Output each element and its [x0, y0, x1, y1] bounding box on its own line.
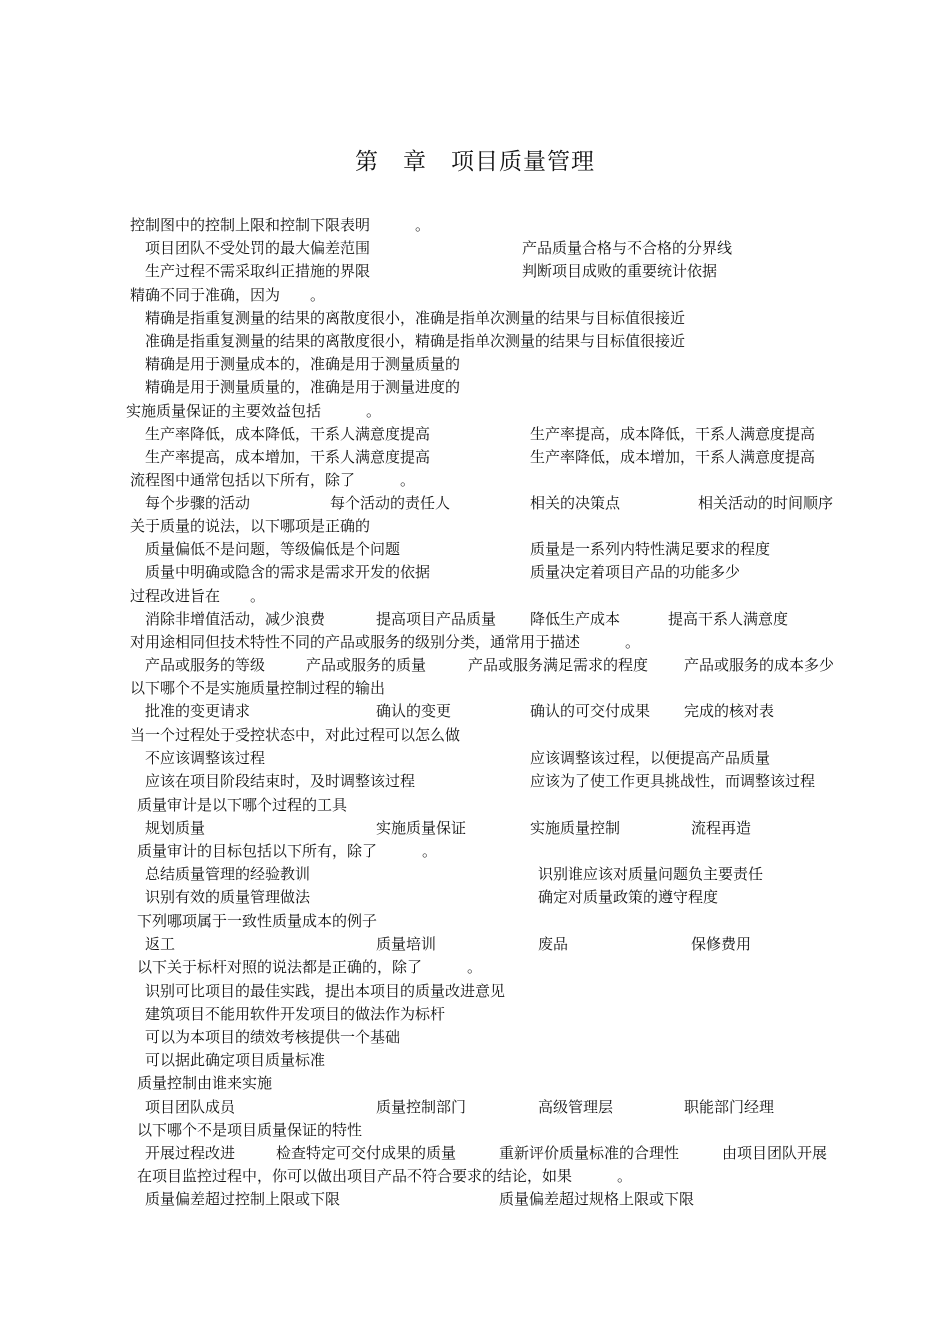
option-row — [0, 1142, 950, 1165]
option-row — [0, 747, 950, 770]
option: 提高干系人满意度 — [668, 610, 789, 628]
option: 质量决定着项目产品的功能多少 — [530, 563, 741, 581]
chapter-title: 第 章 项目质量管理 — [355, 149, 595, 175]
question-stem: 以下哪个不是项目质量保证的特性 — [137, 1121, 363, 1139]
option-row — [0, 492, 950, 515]
option: 相关活动的时间顺序 — [698, 494, 834, 512]
option: 项目团队不受处罚的最大偏差范围 — [145, 239, 371, 257]
option: 建筑项目不能用软件开发项目的做法作为标杆 — [145, 1005, 446, 1023]
question-stem: 对用途相同但技术特性不同的产品或服务的级别分类，通常用于描述 。 — [130, 633, 641, 651]
option: 判断项目成败的重要统计依据 — [522, 262, 718, 280]
option: 检查特定可交付成果的质量 — [276, 1144, 457, 1162]
option-row — [0, 863, 950, 886]
option: 产品或服务的质量 — [306, 656, 427, 674]
option: 产品质量合格与不合格的分界线 — [522, 239, 733, 257]
option: 相关的决策点 — [530, 494, 621, 512]
option: 质量偏低不是问题，等级偏低是个问题 — [145, 540, 401, 558]
option: 消除非增值活动，减少浪费 — [145, 610, 326, 628]
option: 应该在项目阶段结束时，及时调整该过程 — [145, 772, 416, 790]
option: 确认的变更 — [376, 702, 452, 720]
option: 批准的变更请求 — [145, 702, 251, 720]
option: 精确是用于测量成本的，准确是用于测量质量的 — [145, 355, 461, 373]
option-row — [0, 446, 950, 469]
option: 每个活动的责任人 — [330, 494, 451, 512]
option: 实施质量保证 — [376, 819, 467, 837]
option: 产品或服务的等级 — [145, 656, 266, 674]
option: 保修费用 — [691, 935, 752, 953]
option: 精确是用于测量质量的，准确是用于测量进度的 — [145, 378, 461, 396]
question-stem: 精确不同于准确，因为 。 — [130, 286, 326, 304]
option-row — [0, 423, 950, 446]
option-row — [0, 817, 950, 840]
option: 重新评价质量标准的合理性 — [499, 1144, 680, 1162]
option-row — [0, 260, 950, 283]
option-row — [0, 237, 950, 260]
option: 识别可比项目的最佳实践，提出本项目的质量改进意见 — [145, 982, 506, 1000]
question-stem: 以下哪个不是实施质量控制过程的输出 — [130, 679, 386, 697]
option: 高级管理层 — [538, 1098, 614, 1116]
option: 开展过程改进 — [145, 1144, 236, 1162]
option-row — [0, 561, 950, 584]
option: 实施质量控制 — [530, 819, 621, 837]
option: 质量培训 — [376, 935, 437, 953]
question-stem: 质量审计是以下哪个过程的工具 — [137, 796, 348, 814]
option: 生产率降低，成本增加，干系人满意度提高 — [530, 448, 816, 466]
question-stem: 流程图中通常包括以下所有，除了 。 — [130, 471, 416, 489]
option-row — [0, 700, 950, 723]
option: 返工 — [145, 935, 176, 953]
option: 可以为本项目的绩效考核提供一个基础 — [145, 1028, 401, 1046]
option: 生产过程不需采取纠正措施的界限 — [145, 262, 371, 280]
option: 准确是指重复测量的结果的离散度很小，精确是指单次测量的结果与目标值很接近 — [145, 332, 686, 350]
option: 完成的核对表 — [684, 702, 775, 720]
question-stem: 质量控制由谁来实施 — [137, 1074, 273, 1092]
question-stem: 质量审计的目标包括以下所有，除了 。 — [137, 842, 438, 860]
option: 可以据此确定项目质量标准 — [145, 1051, 326, 1069]
option-row — [0, 654, 950, 677]
option: 质量偏差超过控制上限或下限 — [145, 1190, 341, 1208]
option-row — [0, 538, 950, 561]
option: 应该调整该过程，以便提高产品质量 — [530, 749, 771, 767]
option: 确认的可交付成果 — [530, 702, 651, 720]
option: 提高项目产品质量 — [376, 610, 497, 628]
option-row — [0, 770, 950, 793]
option: 项目团队成员 — [145, 1098, 236, 1116]
option: 质量中明确或隐含的需求是需求开发的依据 — [145, 563, 431, 581]
option: 质量控制部门 — [376, 1098, 467, 1116]
question-stem: 过程改进旨在 。 — [130, 587, 266, 605]
option: 生产率提高，成本降低，干系人满意度提高 — [530, 425, 816, 443]
option: 产品或服务满足需求的程度 — [468, 656, 649, 674]
question-stem: 实施质量保证的主要效益包括 。 — [126, 402, 382, 420]
option: 质量偏差超过规格上限或下限 — [499, 1190, 695, 1208]
option: 降低生产成本 — [530, 610, 621, 628]
question-stem: 控制图中的控制上限和控制下限表明 。 — [130, 216, 431, 234]
option: 由项目团队开展 — [722, 1144, 828, 1162]
option-row — [0, 933, 950, 956]
option-row — [0, 1188, 950, 1211]
option: 应该为了使工作更具挑战性，而调整该过程 — [530, 772, 816, 790]
option: 流程再造 — [691, 819, 752, 837]
question-stem: 关于质量的说法，以下哪项是正确的 — [130, 517, 371, 535]
option-row — [0, 886, 950, 909]
option: 生产率提高，成本增加，干系人满意度提高 — [145, 448, 431, 466]
question-stem: 以下关于标杆对照的说法都是正确的，除了 。 — [137, 958, 483, 976]
option: 废品 — [538, 935, 569, 953]
option: 每个步骤的活动 — [145, 494, 251, 512]
option: 质量是一系列内特性满足要求的程度 — [530, 540, 771, 558]
option: 确定对质量政策的遵守程度 — [538, 888, 719, 906]
option-row — [0, 608, 950, 631]
option-row — [0, 1096, 950, 1119]
option: 总结质量管理的经验教训 — [145, 865, 311, 883]
option: 精确是指重复测量的结果的离散度很小，准确是指单次测量的结果与目标值很接近 — [145, 309, 686, 327]
option: 识别有效的质量管理做法 — [145, 888, 311, 906]
option: 职能部门经理 — [684, 1098, 775, 1116]
option: 生产率降低，成本降低，干系人满意度提高 — [145, 425, 431, 443]
question-stem: 下列哪项属于一致性质量成本的例子 — [137, 912, 378, 930]
question-stem: 在项目监控过程中，你可以做出项目产品不符合要求的结论，如果 。 — [137, 1167, 633, 1185]
question-stem: 当一个过程处于受控状态中，对此过程可以怎么做 — [130, 726, 461, 744]
option: 识别谁应该对质量问题负主要责任 — [538, 865, 764, 883]
option: 规划质量 — [145, 819, 206, 837]
option: 产品或服务的成本多少 — [684, 656, 835, 674]
option: 不应该调整该过程 — [145, 749, 266, 767]
